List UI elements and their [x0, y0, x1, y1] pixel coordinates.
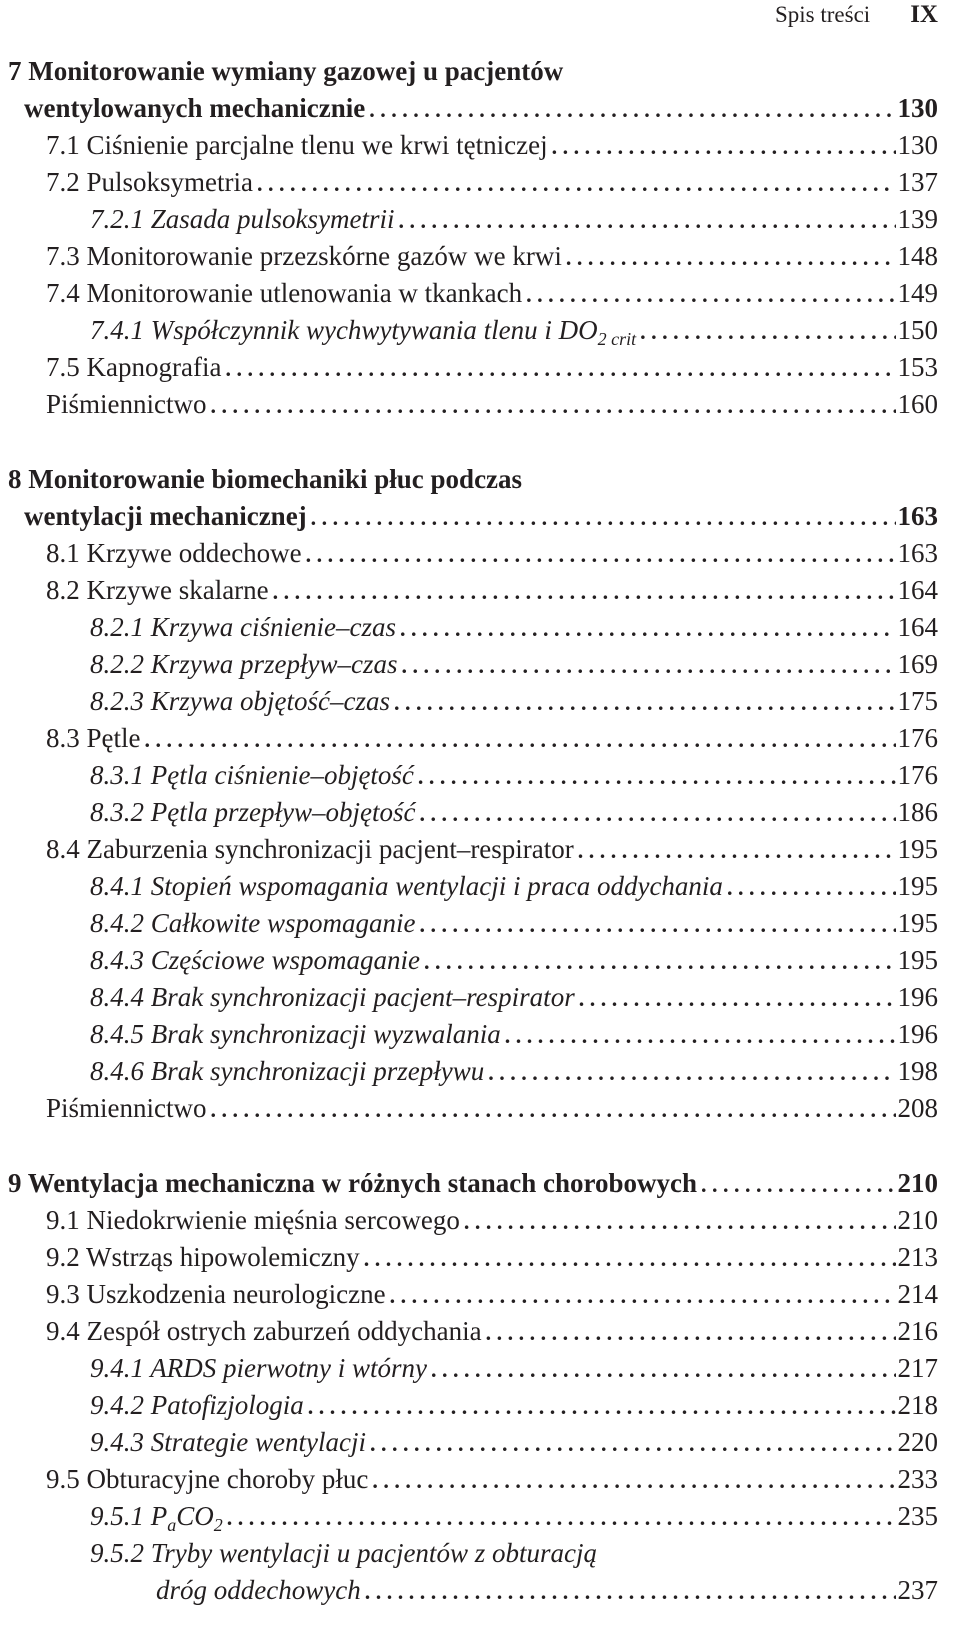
dot-leader: [420, 906, 896, 942]
toc-entry[interactable]: [0, 238, 960, 275]
dot-leader: [369, 91, 895, 127]
dot-leader: [431, 1351, 896, 1387]
entry-title: 8.4 Zaburzenia synchronizacji pacjent–respirator: [46, 834, 574, 864]
dot-leader: [227, 1499, 896, 1535]
page-number: 195: [897, 945, 938, 975]
dot-leader: [640, 313, 895, 349]
toc-entry[interactable]: [0, 831, 960, 868]
entry-title: 9.1 Niedokrwienie mięśnia sercowego: [46, 1205, 460, 1235]
page-number: 235: [897, 1501, 938, 1531]
dot-leader: [578, 832, 896, 868]
page-number: 233: [897, 1464, 938, 1494]
toc-entry-line-2[interactable]: [0, 1572, 960, 1609]
page-number: 195: [897, 871, 938, 901]
dot-leader: [211, 1091, 896, 1127]
page-number: 213: [897, 1242, 938, 1272]
dot-leader: [552, 128, 896, 164]
entry-title: 8.3.1 Pętla ciśnienie–objętość: [90, 760, 414, 790]
entry-title: Piśmiennictwo: [46, 389, 207, 419]
chapter-title: 8 Monitorowanie biomechaniki płuc podczas: [8, 464, 523, 494]
chapter-8-title-line-2[interactable]: [0, 498, 960, 535]
toc-entry[interactable]: [0, 535, 960, 572]
entry-title: 7.1 Ciśnienie parcjalne tlenu we krwi tętniczej: [46, 130, 548, 160]
dot-leader: [365, 1573, 896, 1609]
page-number: 137: [897, 167, 938, 197]
chapter-9: [0, 1165, 960, 1609]
entry-title: 8.1 Krzywe oddechowe: [46, 538, 302, 568]
dot-leader: [419, 795, 895, 831]
chapter-7-title-line-1[interactable]: [0, 53, 960, 90]
toc-entry[interactable]: [0, 275, 960, 312]
toc-entry[interactable]: [0, 609, 960, 646]
dot-leader: [400, 610, 896, 646]
page-number: 153: [897, 352, 938, 382]
chapter-9-title[interactable]: [0, 1165, 960, 1202]
page-number: 186: [897, 797, 938, 827]
entry-title: 7.4 Monitorowanie utlenowania w tkankach: [46, 278, 523, 308]
page-number: 130: [897, 93, 938, 123]
page-number: 160: [897, 389, 938, 419]
chapter-title-cont: wentylacji mechanicznej: [24, 501, 307, 531]
toc-entry[interactable]: [0, 312, 960, 349]
dot-leader: [579, 980, 896, 1016]
subscript: 2: [213, 1515, 223, 1535]
dot-leader: [394, 684, 896, 720]
dot-leader: [211, 387, 896, 423]
page-number: 169: [897, 649, 938, 679]
subscript: 2 crit: [597, 329, 637, 349]
page-number: 164: [897, 575, 938, 605]
toc-entry[interactable]: [0, 1276, 960, 1313]
dot-leader: [424, 943, 896, 979]
dot-leader: [727, 869, 896, 905]
running-head-section: Spis treści: [775, 2, 871, 27]
running-head: [775, 0, 938, 30]
page-number: 195: [897, 834, 938, 864]
page-number: 214: [897, 1279, 938, 1309]
entry-title: 8.2 Krzywe skalarne: [46, 575, 269, 605]
entry-title: 9.4.1 ARDS pierwotny i wtórny: [90, 1353, 427, 1383]
entry-title: 8.4.1 Stopień wspomagania wentylacji i praca oddychania: [90, 871, 723, 901]
toc-entry-references[interactable]: [0, 386, 960, 423]
dot-leader: [308, 1388, 896, 1424]
entry-title: Piśmiennictwo: [46, 1093, 207, 1123]
dot-leader: [257, 165, 896, 201]
page-folio: IX: [910, 1, 938, 28]
dot-leader: [526, 276, 895, 312]
page-number: 196: [897, 1019, 938, 1049]
entry-title: 8.4.6 Brak synchronizacji przepływu: [90, 1056, 485, 1086]
dot-leader: [390, 1277, 896, 1313]
page-number: 195: [897, 908, 938, 938]
toc-entry[interactable]: [0, 979, 960, 1016]
toc-entry[interactable]: [0, 1350, 960, 1387]
page-number: 210: [897, 1168, 938, 1198]
chapter-title-cont: wentylowanych mechanicznie: [24, 93, 366, 123]
page-number: 217: [897, 1353, 938, 1383]
entry-title: 8.2.3 Krzywa objętość–czas: [90, 686, 390, 716]
page-number: 218: [897, 1390, 938, 1420]
toc-entry[interactable]: [0, 1239, 960, 1276]
page-number: 130: [897, 130, 938, 160]
page-number: 176: [897, 723, 938, 753]
dot-leader: [464, 1203, 896, 1239]
toc-entry[interactable]: [0, 201, 960, 238]
page-number: 163: [897, 501, 938, 531]
chapter-8-title-line-1[interactable]: [0, 461, 960, 498]
chapter-title: 9 Wentylacja mechaniczna w różnych stanach chorobowych: [8, 1168, 697, 1198]
dot-leader: [370, 1425, 896, 1461]
toc-entry[interactable]: [0, 1313, 960, 1350]
page-number: 175: [897, 686, 938, 716]
chapter-8: [0, 461, 960, 1127]
entry-title-text-b: CO: [176, 1501, 214, 1531]
toc-entry[interactable]: [0, 1387, 960, 1424]
entry-title-text: 7.4.1 Współczynnik wychwytywania tlenu i DO: [90, 315, 598, 345]
page-number: 198: [897, 1056, 938, 1086]
dot-leader: [418, 758, 896, 794]
entry-title: 8.3 Pętle: [46, 723, 141, 753]
entry-title-text: 9.5.1 P: [90, 1501, 168, 1531]
entry-title: 9.4.2 Patofizjologia: [90, 1390, 304, 1420]
entry-title: 8.4.4 Brak synchronizacji pacjent–respirator: [90, 982, 575, 1012]
entry-title: [90, 312, 636, 349]
page-number: 148: [897, 241, 938, 271]
dot-leader: [486, 1314, 896, 1350]
toc-entry[interactable]: [0, 1053, 960, 1090]
toc-entry[interactable]: [0, 905, 960, 942]
toc-entry[interactable]: [0, 720, 960, 757]
page-number: 149: [897, 278, 938, 308]
entry-title: 8.2.1 Krzywa ciśnienie–czas: [90, 612, 396, 642]
dot-leader: [566, 239, 896, 275]
toc-entry[interactable]: [0, 868, 960, 905]
entry-title: 9.4.3 Strategie wentylacji: [90, 1427, 366, 1457]
chapter-7: [0, 53, 960, 423]
toc-entry[interactable]: [0, 127, 960, 164]
entry-title: 7.2.1 Zasada pulsoksymetrii: [90, 204, 395, 234]
entry-title: 8.4.2 Całkowite wspomaganie: [90, 908, 416, 938]
toc-entry[interactable]: [0, 1461, 960, 1498]
subscript: a: [167, 1515, 177, 1535]
page-number: 216: [897, 1316, 938, 1346]
entry-title: [90, 1498, 223, 1535]
page-number: 220: [897, 1427, 938, 1457]
entry-title: 9.2 Wstrząs hipowolemiczny: [46, 1242, 360, 1272]
entry-title: 8.4.3 Częściowe wspomaganie: [90, 945, 420, 975]
entry-title-cont: dróg oddechowych: [156, 1575, 361, 1605]
toc-entry[interactable]: [0, 1016, 960, 1053]
toc-entry[interactable]: [0, 794, 960, 831]
dot-leader: [306, 536, 896, 572]
toc-entry[interactable]: [0, 1424, 960, 1461]
dot-leader: [505, 1017, 896, 1053]
table-of-contents: [0, 53, 960, 1647]
page-number: 196: [897, 982, 938, 1012]
dot-leader: [311, 499, 896, 535]
toc-entry[interactable]: [0, 757, 960, 794]
toc-entry-line-1[interactable]: [0, 1535, 960, 1572]
toc-entry[interactable]: [0, 942, 960, 979]
entry-title: 9.5 Obturacyjne choroby płuc: [46, 1464, 369, 1494]
entry-title: 8.4.5 Brak synchronizacji wyzwalania: [90, 1019, 501, 1049]
dot-leader: [488, 1054, 895, 1090]
page-number: 210: [897, 1205, 938, 1235]
entry-title: 7.2 Pulsoksymetria: [46, 167, 253, 197]
toc-entry[interactable]: [0, 1202, 960, 1239]
entry-title: 7.3 Monitorowanie przezskórne gazów we krwi: [46, 241, 562, 271]
entry-title: 9.4 Zespół ostrych zaburzeń oddychania: [46, 1316, 482, 1346]
dot-leader: [402, 647, 896, 683]
entry-title: 8.3.2 Pętla przepływ–objętość: [90, 797, 416, 827]
dot-leader: [273, 573, 896, 609]
dot-leader: [145, 721, 896, 757]
dot-leader: [399, 202, 896, 238]
page-number: 163: [897, 538, 938, 568]
chapter-7-title-line-2[interactable]: [0, 90, 960, 127]
page-number: 139: [897, 204, 938, 234]
toc-entry[interactable]: [0, 683, 960, 720]
page-number: 150: [897, 315, 938, 345]
entry-title: 8.2.2 Krzywa przepływ–czas: [90, 649, 398, 679]
page-number: 176: [897, 760, 938, 790]
entry-title: 9.3 Uszkodzenia neurologiczne: [46, 1279, 386, 1309]
entry-title: 9.5.2 Tryby wentylacji u pacjentów z obturacją: [90, 1538, 597, 1568]
page-number: 237: [897, 1575, 938, 1605]
page-number: 208: [897, 1093, 938, 1123]
toc-entry[interactable]: [0, 646, 960, 683]
dot-leader: [364, 1240, 896, 1276]
dot-leader: [372, 1462, 895, 1498]
toc-entry-references[interactable]: [0, 1090, 960, 1127]
chapter-title: 7 Monitorowanie wymiany gazowej u pacjentów: [8, 56, 564, 86]
toc-entry[interactable]: [0, 349, 960, 386]
entry-title: 7.5 Kapnografia: [46, 352, 222, 382]
page-number: 164: [897, 612, 938, 642]
toc-entry[interactable]: [0, 164, 960, 201]
toc-entry[interactable]: [0, 1498, 960, 1535]
toc-entry[interactable]: [0, 572, 960, 609]
dot-leader: [225, 350, 895, 386]
dot-leader: [701, 1166, 896, 1202]
